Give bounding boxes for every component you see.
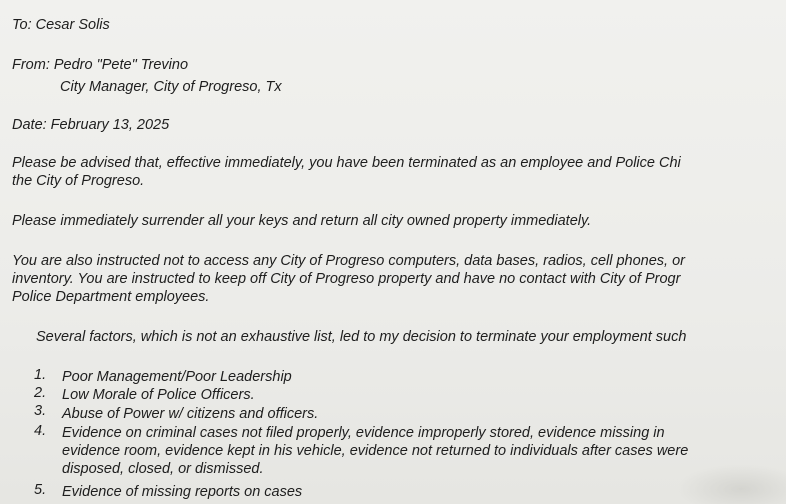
paragraph-termination-line2: the City of Progreso.: [12, 173, 145, 189]
paragraph-access-line1: You are also instructed not to access any City of Progreso computers, data bases, radios, cell phones, or: [12, 253, 685, 269]
list-item: Abuse of Power w/ citizens and officers.: [62, 406, 319, 422]
list-item-number: 1.: [34, 367, 47, 383]
list-item-number: 3.: [34, 403, 47, 419]
list-item-number: 5.: [34, 482, 47, 498]
list-item-continuation: evidence room, evidence kept in his vehicle, evidence not returned to individuals after cases were: [62, 443, 689, 459]
list-item: Low Morale of Police Officers.: [62, 387, 255, 403]
list-item-number: 2.: [34, 385, 47, 401]
list-item: Evidence on criminal cases not filed properly, evidence improperly stored, evidence missing in: [62, 425, 665, 441]
paragraph-reasons-intro: Several factors, which is not an exhaustive list, led to my decision to terminate your employment such: [36, 329, 687, 345]
list-item-number: 4.: [34, 423, 47, 439]
paragraph-access-line3: Police Department employees.: [12, 289, 210, 305]
letter-recipient: To: Cesar Solis: [12, 17, 110, 33]
paragraph-surrender-property: Please immediately surrender all your keys and return all city owned property immediately.: [12, 213, 592, 229]
paragraph-termination-line1: Please be advised that, effective immediately, you have been terminated as an employee and Police Chi: [12, 155, 681, 171]
paragraph-access-line2: inventory. You are instructed to keep off City of Progreso property and have no contact with City of Progr: [12, 271, 681, 287]
letter-sender: From: Pedro "Pete" Trevino: [12, 57, 189, 73]
letter-date: Date: February 13, 2025: [12, 117, 170, 133]
list-item-continuation: disposed, closed, or dismissed.: [62, 461, 264, 477]
letter-sender-title: City Manager, City of Progreso, Tx: [60, 79, 282, 95]
list-item: Poor Management/Poor Leadership: [62, 369, 292, 385]
list-item: Evidence of missing reports on cases: [62, 484, 303, 500]
scan-smudge: [676, 464, 786, 504]
